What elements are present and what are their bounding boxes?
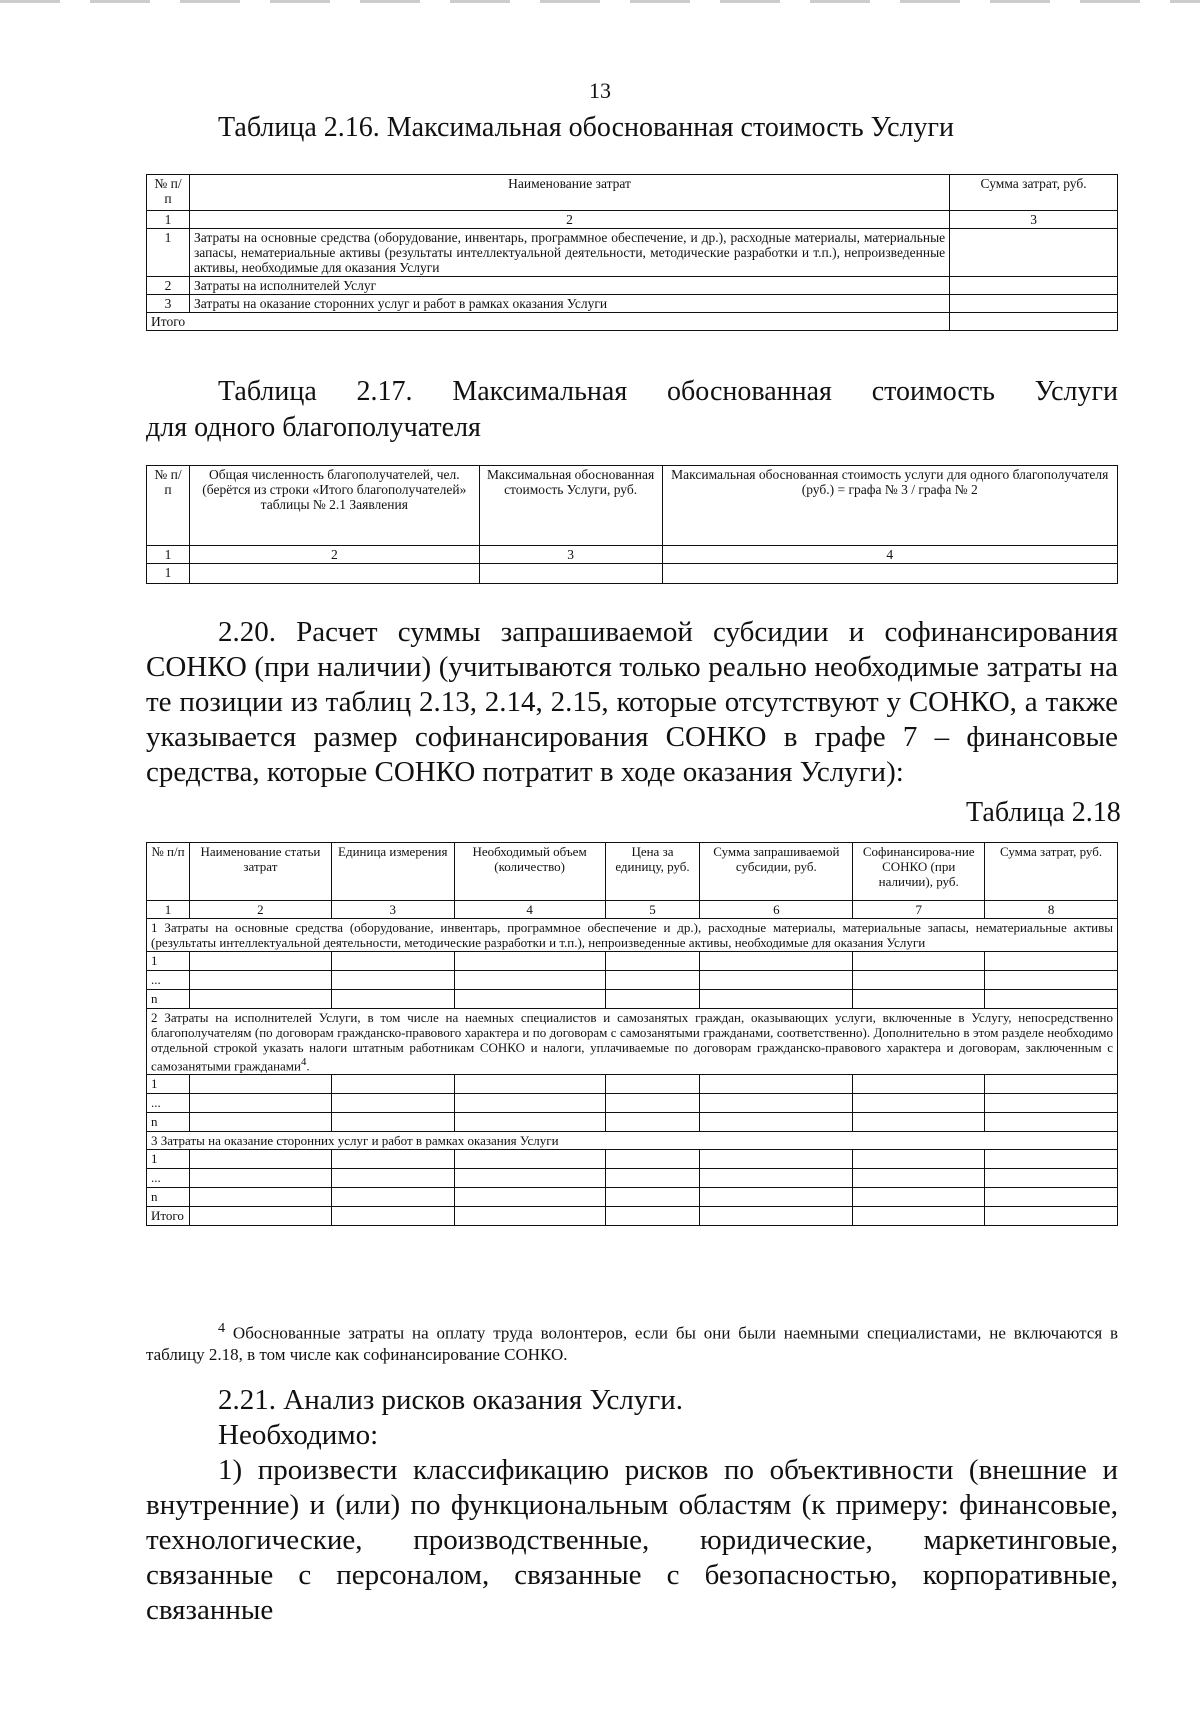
numbering-cell: 8 (985, 901, 1118, 919)
row-label: ... (147, 1169, 190, 1188)
header-volume: Необходимый объем (количество) (454, 843, 605, 901)
numbering-cell: 3 (331, 901, 454, 919)
table-row (147, 1169, 1118, 1188)
numbering-cell: 2 (189, 546, 479, 564)
table-row (147, 1094, 1118, 1113)
header-sum: Сумма затрат, руб. (950, 175, 1118, 211)
numbering-cell: 4 (454, 901, 605, 919)
header-max: Максимальная обоснованная стоимость Услуги, руб. (479, 466, 662, 546)
row-per (662, 564, 1117, 584)
section-2-21-item-1: 1) произвести классификацию рисков по объективности (внешние и внутренние) и (или) по функциональным областям (к примеру: финансовые, технологические, производственные, юридические, маркетинговые, связанные с персоналом, связанные с безопасностью, корпоративные, связанные (146, 1454, 1118, 1626)
row-name: Затраты на исполнителей Услуг (189, 277, 949, 295)
table-row (147, 1150, 1118, 1169)
section-row (147, 919, 1118, 952)
caption-word: Таблица (218, 376, 317, 407)
section-row (147, 1132, 1118, 1150)
row-label: n (147, 1113, 190, 1132)
header-subsidy: Сумма запрашиваемой субсидии, руб. (700, 843, 853, 901)
table-row (147, 990, 1118, 1009)
header-item-name: Наименование статьи затрат (189, 843, 331, 901)
header-name: Наименование затрат (189, 175, 949, 211)
table-row (147, 295, 1118, 313)
total-row (147, 1207, 1118, 1226)
table-2-17-caption-line2: для одного благополучателя (146, 412, 481, 443)
table-row (147, 1113, 1118, 1132)
header-no: № п/п (147, 466, 190, 546)
caption-word: обоснованная (667, 376, 832, 407)
section-3-title: 3 Затраты на оказание сторонних услуг и работ в рамках оказания Услуги (147, 1132, 1118, 1150)
section-row (147, 1009, 1118, 1075)
header-total: Сумма затрат, руб. (985, 843, 1118, 901)
header-unit: Единица измерения (331, 843, 454, 901)
table-2-18-caption: Таблица 2.18 (966, 797, 1121, 828)
row-label: ... (147, 971, 190, 990)
page-number: 13 (589, 78, 611, 103)
table-2-18 (146, 842, 1118, 1226)
section-1-title: 1 Затраты на основные средства (оборудование, инвентарь, программное обеспечение и др.), расходные материалы, материальные запасы, нематериальные активы (результаты интеллектуальной деятельности, методические разработки и т.п.), непроизведенные активы, необходимые для оказания Услуги (147, 919, 1118, 952)
scan-top-edge (0, 0, 1200, 3)
numbering-cell: 3 (950, 211, 1118, 229)
row-sum (950, 229, 1118, 277)
table-row (147, 1075, 1118, 1094)
caption-word: 2.17. (356, 376, 413, 407)
total-label: Итого (147, 1207, 190, 1226)
caption-word: стоимость (871, 376, 995, 407)
header-no: № п/п (147, 175, 190, 211)
row-sum (950, 295, 1118, 313)
footnote (146, 1318, 1118, 1365)
table-2-17 (146, 465, 1118, 584)
row-label: n (147, 990, 190, 1009)
row-label: 1 (147, 1150, 190, 1169)
numbering-cell: 6 (700, 901, 853, 919)
numbering-cell: 1 (147, 901, 190, 919)
row-no: 3 (147, 295, 190, 313)
table-row (147, 952, 1118, 971)
section-2-21-lead: Необходимо: (218, 1419, 379, 1451)
row-no: 1 (147, 564, 190, 584)
numbering-cell: 3 (479, 546, 662, 564)
row-no: 1 (147, 229, 190, 277)
row-sum (950, 277, 1118, 295)
section-2-text: 2 Затраты на исполнителей Услуги, в том числе на наемных специалистов и самозанятых граждан, оказывающих услуги, включенные в Услугу, непосредственно благополучателям (по договорам гражданско-правового характера и по договорам с самозанятыми гражданами, соответственно). Дополнительно в этом разделе необходимо отдельной строкой указать налоги штатным работникам СОНКО и налоги, уплачиваемые по договорам гражданско-правового характера и договорам, заключенным с самозанятыми гражданами (151, 1010, 1113, 1074)
total-label: Итого (147, 313, 950, 331)
table-2-16-caption: Таблица 2.16. Максимальная обоснованная стоимость Услуги (218, 112, 954, 143)
section-2-title: 2 Затраты на исполнителей Услуги, в том числе на наемных специалистов и самозанятых граждан, оказывающих услуги, включенные в Услугу, непосредственно благополучателям (по договорам гражданско-правового характера и по договорам с самозанятыми гражданами, соответственно). Дополнительно в этом разделе необходимо отдельной строкой указать налоги штатным работникам СОНКО и налоги, уплачиваемые по договорам гражданско-правового характера и договорам, заключенным с самозанятыми гражданами$^4$. (147, 1009, 1118, 1075)
table-row (147, 277, 1118, 295)
row-no: 2 (147, 277, 190, 295)
header-cofinancing: Софинансирова-ние СОНКО (при наличии), руб. (853, 843, 985, 901)
numbering-cell: 1 (147, 546, 190, 564)
footnote-ref: 4 (301, 1056, 307, 1068)
table-row (147, 564, 1118, 584)
numbering-cell: 2 (189, 901, 331, 919)
table-row (147, 971, 1118, 990)
numbering-cell: 5 (605, 901, 700, 919)
table-row (147, 1188, 1118, 1207)
numbering-cell: 4 (662, 546, 1117, 564)
row-count (189, 564, 479, 584)
row-name: Затраты на оказание сторонних услуг и работ в рамках оказания Услуги (189, 295, 949, 313)
caption-word: Услуги (1034, 376, 1118, 407)
table-2-16 (146, 174, 1118, 331)
section-2-21-title: 2.21. Анализ рисков оказания Услуги. (218, 1384, 684, 1416)
numbering-cell: 7 (853, 901, 985, 919)
footnote-text: Обоснованные затраты на оплату труда волонтеров, если бы они были наемными специалистами, не включаются в таблицу 2.18, в том числе как софинансирование СОНКО. (146, 1323, 1119, 1364)
total-row (147, 313, 1118, 331)
row-name: Затраты на основные средства (оборудование, инвентарь, программное обеспечение, и др.), расходные материалы, материальные запасы, нематериальные активы (результаты интеллектуальной деятельности, методические разработки и т.п.), непроизведенные активы, необходимые для оказания Услуги (189, 229, 949, 277)
caption-word: Максимальная (452, 376, 628, 407)
numbering-cell: 1 (147, 211, 190, 229)
header-price: Цена за единицу, руб. (605, 843, 700, 901)
footnote-mark: 4 (218, 1320, 226, 1336)
header-count: Общая численность благополучателей, чел. (берётся из строки «Итого благополучателей» таблицы № 2.1 Заявления (189, 466, 479, 546)
row-label: n (147, 1188, 190, 1207)
row-max (479, 564, 662, 584)
row-label: ... (147, 1094, 190, 1113)
numbering-cell: 2 (189, 211, 949, 229)
total-sum (950, 313, 1118, 331)
table-row (147, 229, 1118, 277)
table-2-17-caption (218, 376, 1118, 408)
header-per: Максимальная обоснованная стоимость услуги для одного благополучателя (руб.) = графа № 3 / графа № 2 (662, 466, 1117, 546)
row-label: 1 (147, 952, 190, 971)
row-label: 1 (147, 1075, 190, 1094)
section-2-20-text: 2.20. Расчет суммы запрашиваемой субсидии и софинансирования СОНКО (при наличии) (учитываются только реально необходимые затраты на те позиции из таблиц 2.13, 2.14, 2.15, которые отсутствуют у СОНКО, а также указывается размер софинансирования СОНКО в графе 7 – финансовые средства, которые СОНКО потратит в ходе оказания Услуги): (146, 616, 1118, 788)
header-no: № п/п (147, 843, 190, 901)
